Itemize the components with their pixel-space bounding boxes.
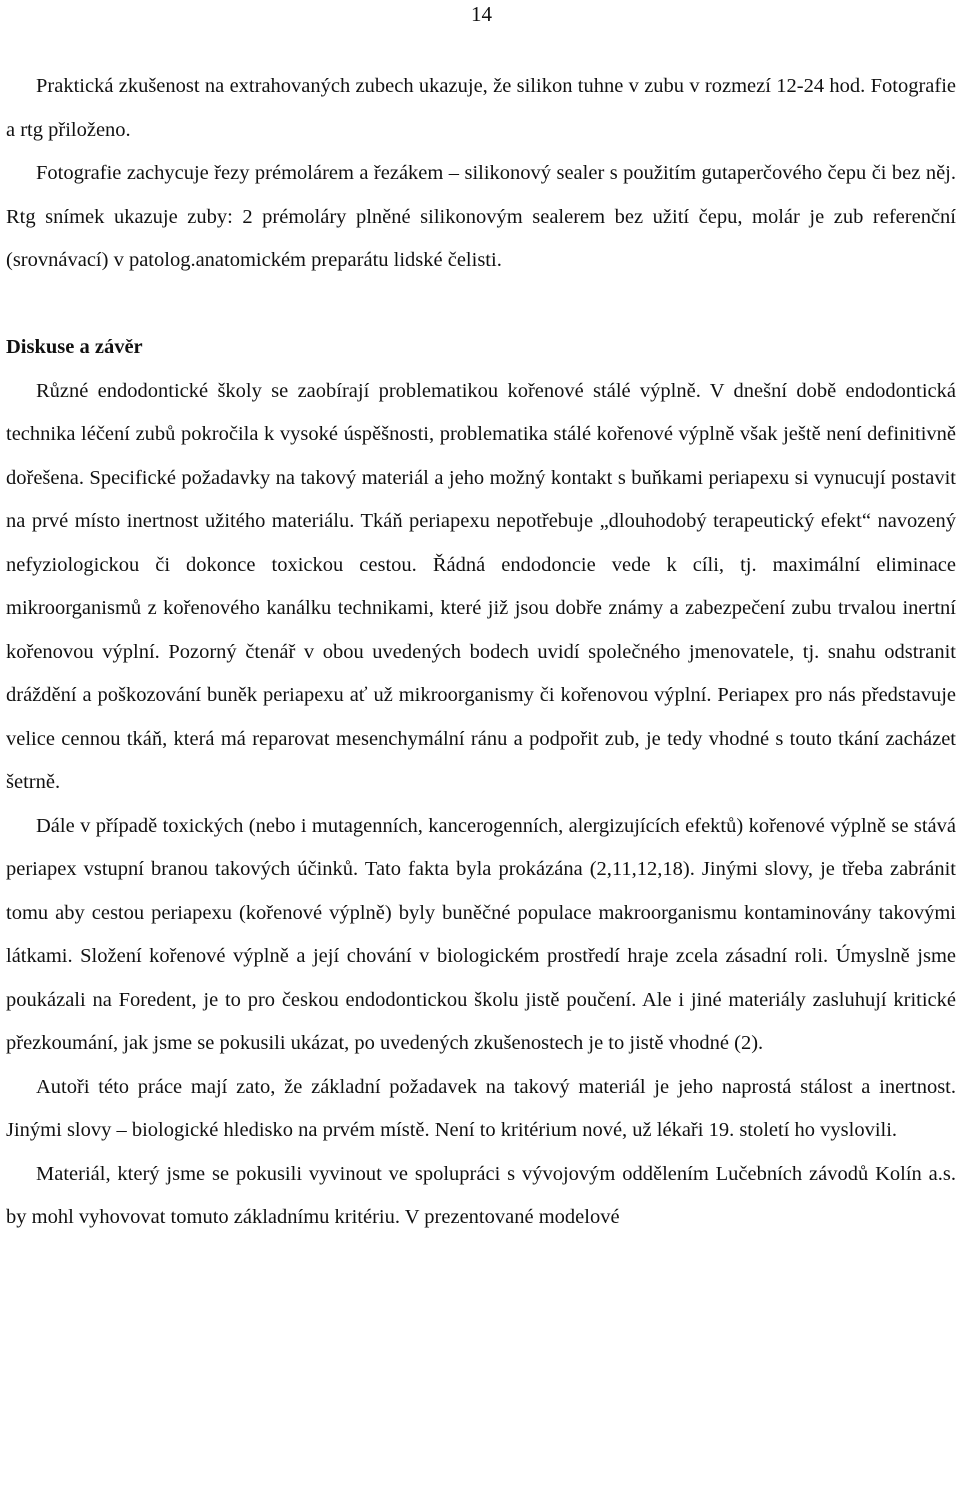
discussion-paragraph-4: Materiál, který jsme se pokusili vyvinout ve spolupráci s vývojovým oddělením Lučebních závodů Kolín a.s. by mohl vyhovovat tomuto základnímu kritériu. V prezentované modelové bbox=[6, 1162, 956, 1228]
discussion-paragraph-1: Různé endodontické školy se zaobírají problematikou kořenové stálé výplně. V dnešní době endodontická technika léčení zubů pokročila k vysoké úspěšnosti, problematika stálé kořenové výplně však ještě není definitivně dořešena. Specifické požadavky na takový materiál a jeho možný kontakt s buňkami periapexu si vynucují postavit na prvé místo inertnost užitého materiálu. Tkáň periapexu nepotřebuje „dlouhodobý terapeutický efekt“ navozený nefyziologickou či dokonce toxickou cestou. Řádná endodoncie vede k cíli, tj. maximální eliminace mikroorganismů z kořenového kanálku technikami, které již jsou dobře známy a zabezpečení zubu trvalou inertní kořenovou výplní. Pozorný čtenář v obou uvedených bodech uvidí společného jmenovatele, tj. snahu odstranit dráždění a poškozování buněk periapexu ať už mikroorganismy či kořenovou výplní. Periapex pro nás představuje velice cennou tkáň, která má reparovat mesenchymální ránu a podpořit zub, je tedy vhodné s touto tkání zacházet šetrně. bbox=[6, 379, 956, 793]
discussion-paragraph-2: Dále v případě toxických (nebo i mutagenních, kancerogenních, alergizujících efektů) kořenové výplně se stává periapex vstupní branou takových účinků. Tato fakta byla prokázána (2,11,12,18). Jinými slovy, je třeba zabránit tomu aby cestou periapexu (kořenové výplně) byly buněčné populace makroorganismu kontaminovány takovými látkami. Složení kořenové výplně a její chování v biologickém prostředí hraje zcela zásadní roli. Úmyslně jsme poukázali na Foredent, je to pro českou endodontickou školu jistě poučení. Ale i jiné materiály zasluhují kritické přezkoumání, jak jsme se pokusili ukázat, po uvedených zkušenostech je to jistě vhodné (2). bbox=[6, 814, 956, 1054]
discussion-paragraph-3: Autoři této práce mají zato, že základní požadavek na takový materiál je jeho naprostá stálost a inertnost. Jinými slovy – biologické hledisko na prvém místě. Není to kritérium nové, už lékaři 19. století ho vyslovili. bbox=[6, 1075, 956, 1141]
document-body bbox=[6, 65, 956, 1240]
intro-paragraph-2: Fotografie zachycuje řezy prémolárem a řezákem – silikonový sealer s použitím gutaperčového čepu či bez něj. Rtg snímek ukazuje zuby: 2 prémoláry plněné silikonovým sealerem bez užití čepu, molár je zub referenční (srovnávací) v patolog.anatomickém preparátu lidské čelisti. bbox=[6, 162, 956, 271]
section-heading-discussion: Diskuse a závěr bbox=[6, 336, 143, 358]
page-number: 14 bbox=[471, 2, 492, 26]
intro-paragraph-1: Praktická zkušenost na extrahovaných zubech ukazuje, že silikon tuhne v zubu v rozmezí 12-24 hod. Fotografie a rtg přiloženo. bbox=[6, 75, 956, 141]
